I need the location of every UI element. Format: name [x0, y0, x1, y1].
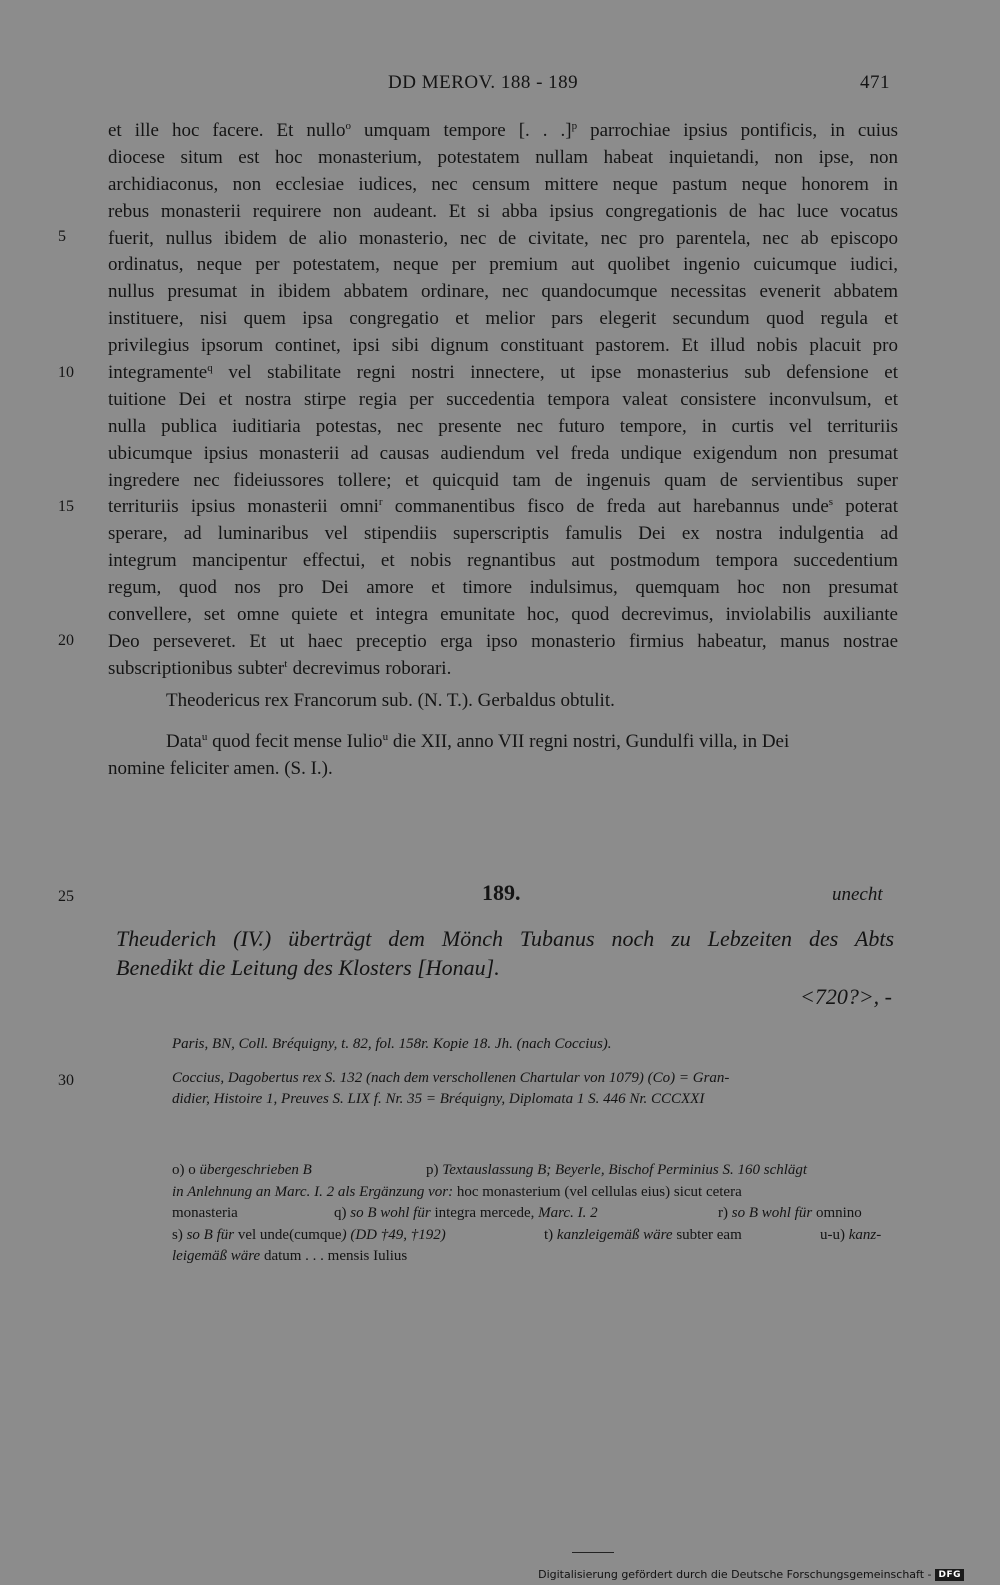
text-line: rebus monasterii requirere non audeant. Et si abba ipsius congregationis de hac luce vocatus — [108, 200, 898, 222]
text-line: ubicumque ipsius monasterii ad causas audiendum vel freda undique exigendum non presumat — [108, 442, 898, 464]
subscription-line: Theodericus rex Francorum sub. (N. T.). Gerbaldus obtulit. — [166, 690, 615, 711]
line-number: 15 — [58, 498, 74, 515]
regest-line: Benedikt die Leitung des Klosters [Honau]. — [116, 955, 500, 980]
text-line: convellere, set omne quiete et integra emunitate hoc, quod decrevimus, inviolabilis auxiliante — [108, 604, 898, 626]
note-line: leigemäß wäre datum . . . mensis Iulius — [172, 1248, 408, 1264]
line-number: 25 — [58, 888, 74, 905]
text-line: diocese situm est hoc monasterium, potestatem nullam habeat inquietandi, non ipse, non — [108, 146, 898, 168]
document-number: 189. — [482, 880, 521, 905]
text-line: privilegius ipsorum continet, ipsi sibi dignum constituant pastorem. Et illud nobis placuit pro — [108, 335, 898, 357]
line-number: 20 — [58, 632, 74, 649]
text-line: archidiaconus, non ecclesiae iudices, nec censum mittere neque pastum neque honorem in — [108, 173, 898, 195]
page-number: 471 — [860, 72, 890, 93]
text-line: et ille hoc facere. Et nullo$^o$ umquam tempore [. . .]$^p$ parrochiae ipsius pontificis, in cuius — [108, 120, 898, 141]
dating-clause: Data$^u$ quod fecit mense Iulio$^u$ die XII, anno VII regni nostri, Gundulfi villa, in Dei nomine feliciter amen. (S. I.). — [108, 731, 790, 779]
funding-credit — [538, 1568, 964, 1581]
note-line: monasteria q) so B wohl für integra mercede, Marc. I. 2 r) so B wohl für omnino — [172, 1205, 862, 1221]
running-title: DD MEROV. 188 - 189 — [388, 72, 579, 93]
line-number: 30 — [58, 1072, 74, 1089]
text-line: nullus presumat in ibidem abbatem ordinare, nec quandocumque necessitas evenerit abbatem — [108, 281, 898, 303]
text-line: nulla publica iuditiaria potestas, nec presente nec futuro tempore, in curtis vel territuriis — [108, 415, 898, 437]
regest — [116, 924, 894, 982]
source-line: Coccius, Dagobertus rex S. 132 (nach dem verschollenen Chartular von 1079) (Co) = Gran- — [172, 1070, 730, 1086]
text-line: ordinatus, neque per potestatem, neque per premium aut quolibet ingenio cuicumque iudici, — [108, 254, 898, 276]
critical-apparatus — [172, 1160, 894, 1268]
source-tradition — [172, 1034, 894, 1110]
text-line: instituere, nisi quem ipsa congregatio et melior pars elegerit secundum quod regula et — [108, 308, 898, 330]
text-line: integrum mancipentur effectui, et nobis regnantibus aut postmodum tempora succedentium — [108, 550, 898, 572]
text-line: territuriis ipsius monasterii omni$^r$ commanentibus fisco de freda aut harebannus unde$^s$ poterat — [108, 496, 898, 518]
credit-text: Digitalisierung gefördert durch die Deutsche Forschungsgemeinschaft - — [538, 1568, 932, 1581]
authenticity-status: unecht — [832, 884, 883, 905]
source-line: didier, Histoire 1, Preuves S. LIX f. Nr. 35 = Bréquigny, Diplomata 1 S. 446 Nr. CCCXXI — [172, 1091, 705, 1107]
line-number: 5 — [58, 228, 66, 245]
text-line: tuitione Dei et nostra stirpe regia per succedentia tempora valeat consistere inconvulsum, et — [108, 388, 898, 410]
charter-text — [108, 118, 898, 683]
text-line: regum, quod nos pro Dei amore et timore indulsimus, quemquam hoc non presumat — [108, 577, 898, 599]
footer-rule — [572, 1552, 614, 1553]
source-line: Paris, BN, Coll. Bréquigny, t. 82, fol. 158r. Kopie 18. Jh. (nach Coccius). — [172, 1036, 612, 1052]
text-line: integramente$^q$ vel stabilitate regni nostri innectere, ut ipse monasterius sub defensione et — [108, 362, 898, 384]
text-line: Deo perseveret. Et ut haec preceptio erga ipso monasterio firmius habeatur, manus nostrae — [108, 630, 898, 652]
line-number: 10 — [58, 364, 74, 381]
regest-line: Theuderich (IV.) überträgt dem Mönch Tubanus noch zu Lebzeiten des Abts — [116, 926, 894, 951]
note-line: s) so B für vel unde(cumque) (DD †49, †192) t) kanzleigemäß wäre subter eam u-u) kanz- — [172, 1226, 882, 1243]
dfg-logo-icon: DFG — [935, 1569, 964, 1581]
note-line: in Anlehnung an Marc. I. 2 als Ergänzung vor: hoc monasterium (vel cellulas eius) sicut cetera — [172, 1183, 742, 1200]
text-line: fuerit, nullus ibidem de alio monasterio, nec de civitate, nec pro parentela, nec ab episcopo — [108, 227, 898, 249]
text-line: ingredere nec fideiussores tollere; et quicquid tam de ingenuis quam de servientibus super — [108, 469, 898, 491]
text-line: subscriptionibus subter$^t$ decrevimus roborari. — [108, 657, 452, 679]
note-line: o) o übergeschrieben B p) Textauslassung B; Beyerle, Bischof Perminius S. 160 schlägt — [172, 1162, 808, 1178]
document-date: <720?>, - — [799, 984, 892, 1009]
text-line: sperare, ad luminaribus vel stipendiis superscriptis famulis Dei ex nostra indulgentia ad — [108, 523, 898, 545]
